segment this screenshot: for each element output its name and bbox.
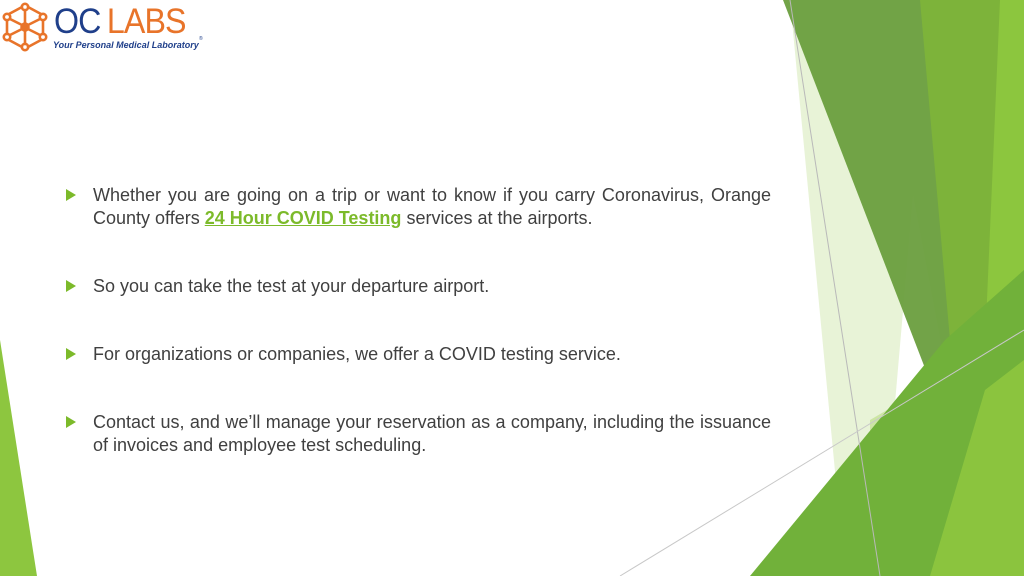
- logo-wordmark: [54, 2, 186, 42]
- bullet-text-1: [93, 184, 771, 230]
- list-item: [66, 184, 771, 230]
- list-item: [66, 411, 771, 457]
- list-item: [66, 275, 771, 298]
- logo-tagline: Your Personal Medical Laboratory: [53, 40, 199, 50]
- covid-testing-link[interactable]: 24 Hour COVID Testing: [204, 208, 402, 228]
- logo-labs: LABS: [106, 2, 186, 41]
- bullet-list: [66, 184, 771, 457]
- facet-left-sliver: [0, 340, 37, 576]
- logo-oc: OC: [54, 2, 101, 41]
- list-item: [66, 343, 771, 366]
- registered-mark: ®: [199, 36, 203, 42]
- triangle-bullet-icon: [66, 280, 76, 292]
- bullet-text-1-before: Whether you are going on a trip or want to know if you carry Coronavirus, Orange County offers: [93, 185, 771, 228]
- bullet-text-3: For organizations or companies, we offer a COVID testing service.: [93, 344, 621, 364]
- triangle-bullet-icon: [66, 416, 76, 428]
- bullet-text-4: Contact us, and we’ll manage your reservation as a company, including the issuance of invoices and employee test scheduling.: [93, 412, 771, 455]
- triangle-bullet-icon: [66, 189, 76, 201]
- bullet-text-1-after: services at the airports.: [401, 208, 593, 228]
- triangle-bullet-icon: [66, 348, 76, 360]
- bullet-text-2: So you can take the test at your departure airport.: [93, 276, 490, 296]
- oc-labs-logo[interactable]: [0, 0, 210, 56]
- molecule-network-icon: [2, 2, 48, 52]
